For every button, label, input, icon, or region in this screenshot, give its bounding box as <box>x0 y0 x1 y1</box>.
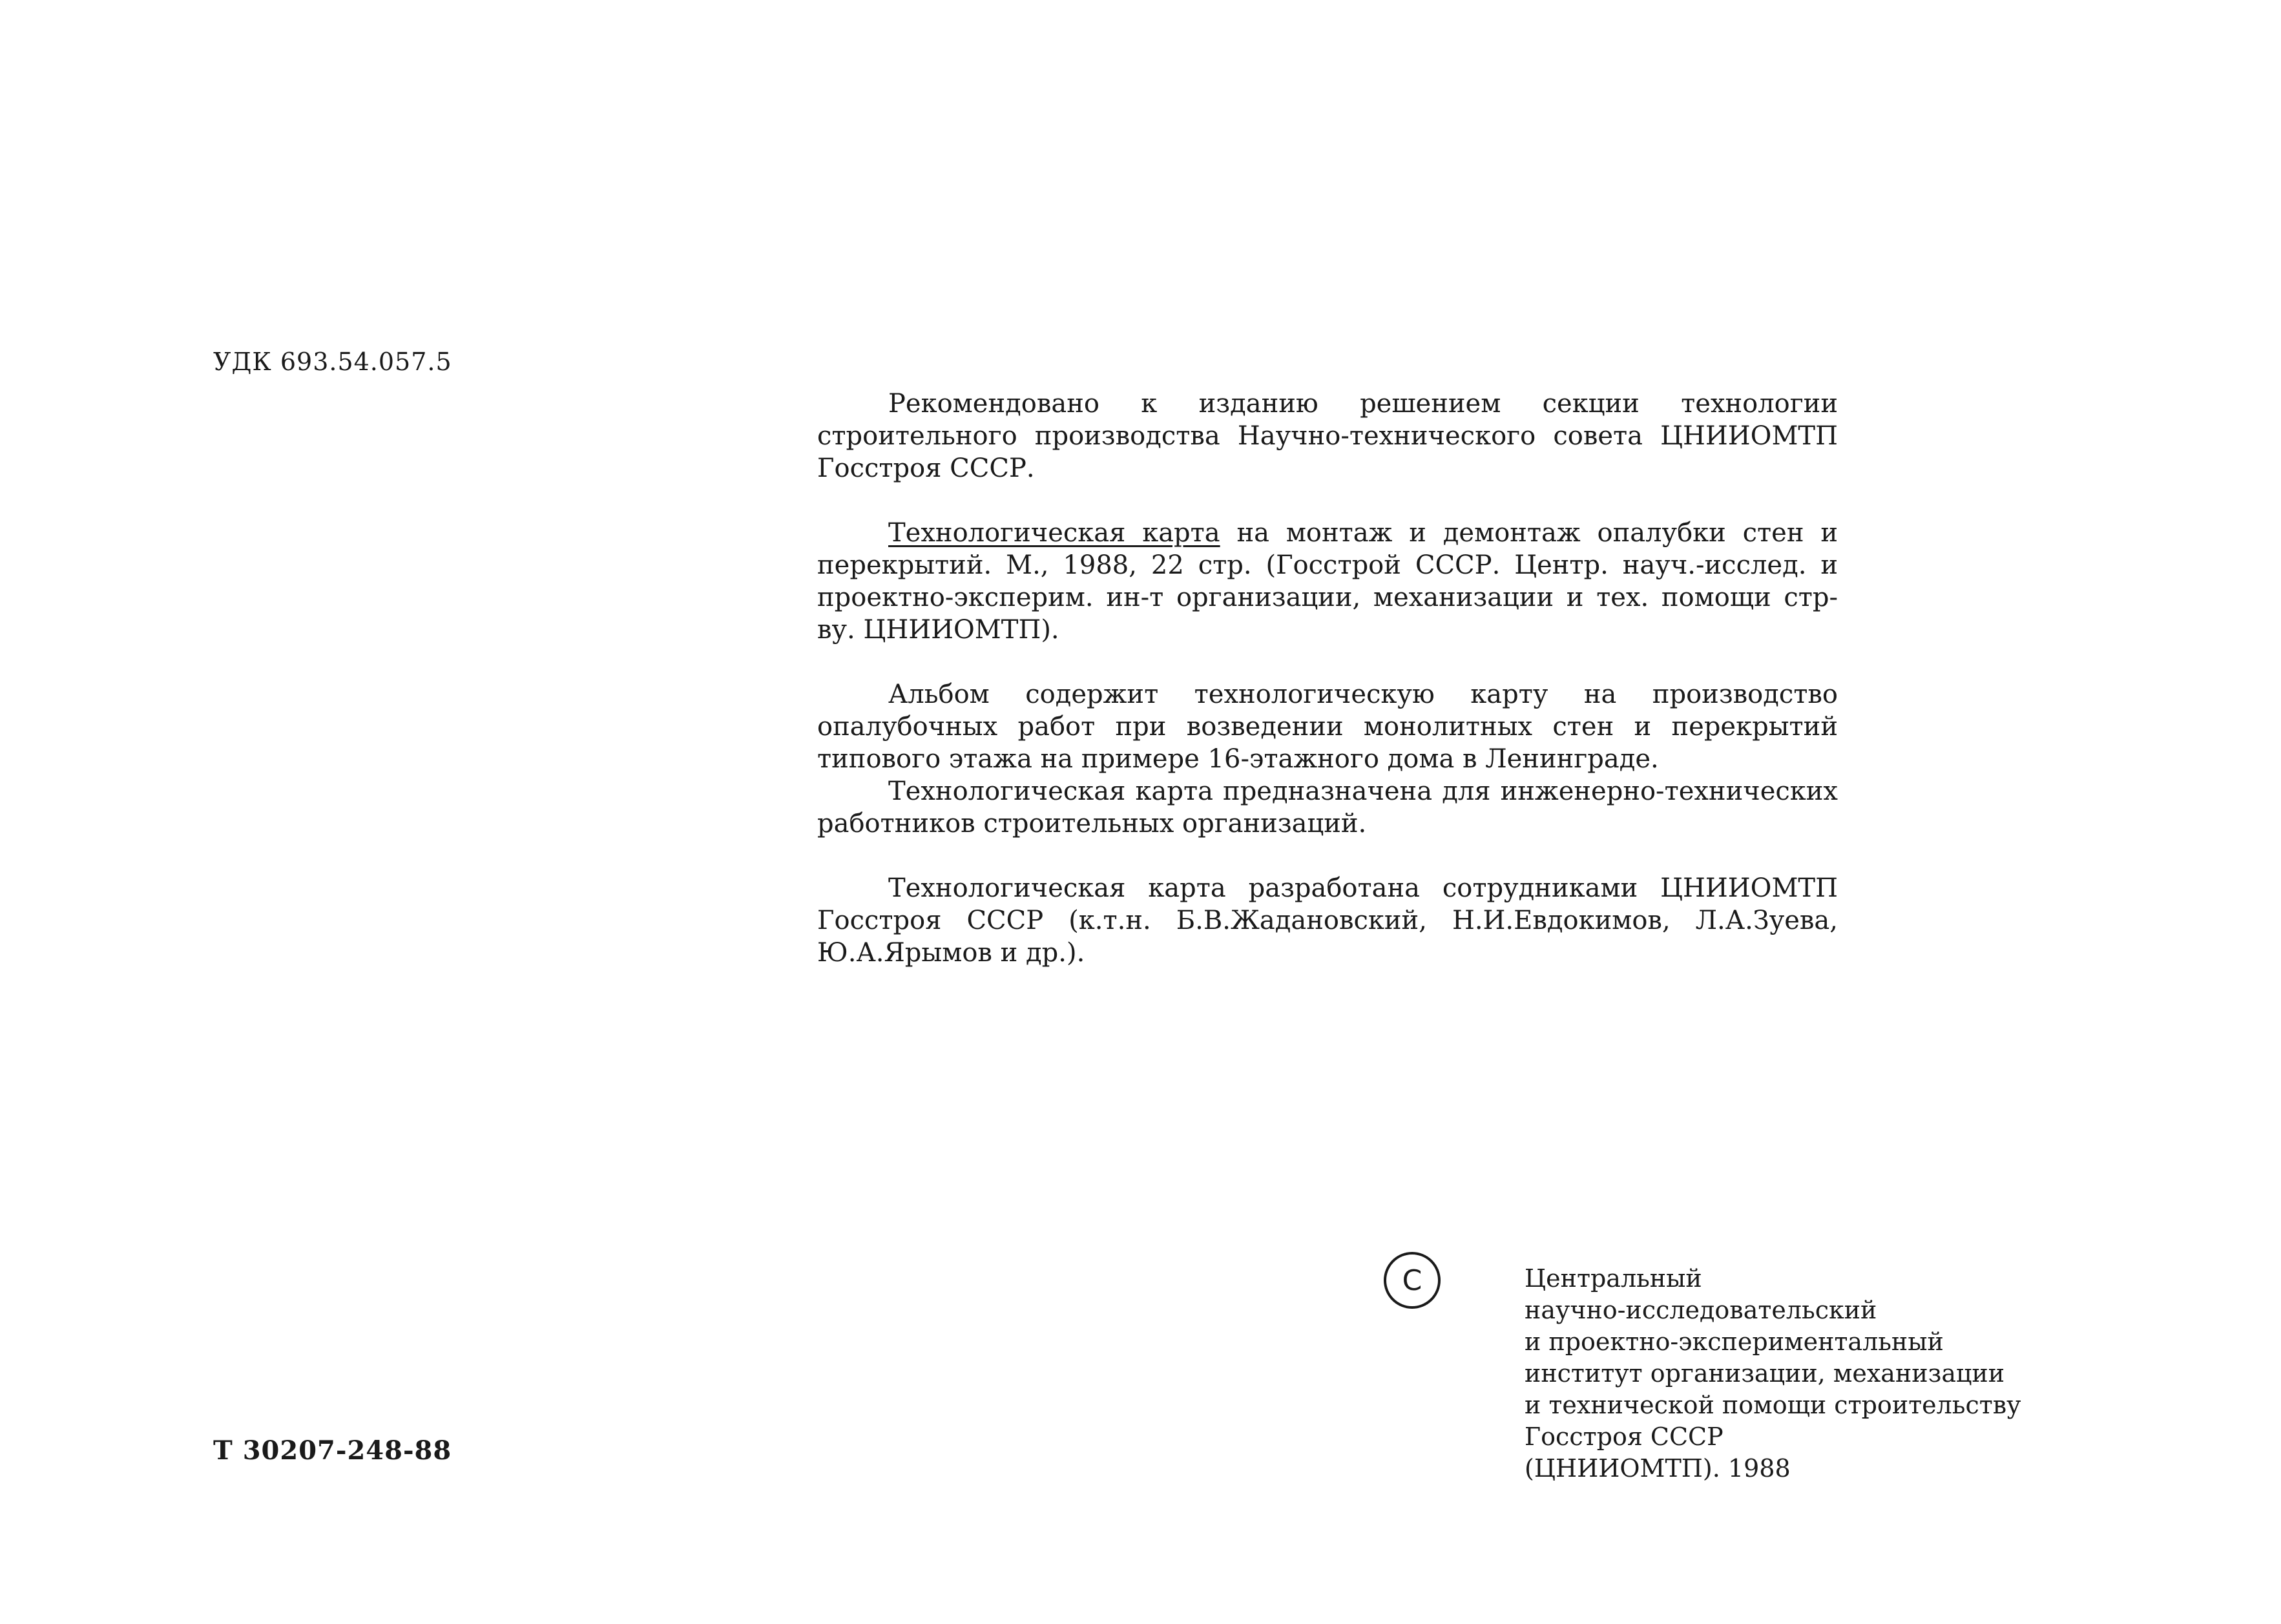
bibliography-details: на монтаж и демонтаж опалубки стен и перекрытий. М., 1988, 22 стр. (Госстрой СССР. Центр. науч.-исслед. и проектно-эксперим. ин-т организации, механизации и тех. помощи стр-ву. ЦНИИОМТП). <box>817 518 1838 645</box>
album-description-paragraph: Альбом содержит технологическую карту на производство опалубочных работ при возведении монолитных стен и перекрытий типового этажа на примере 16-этажного дома в Ленинграде. <box>817 680 1838 774</box>
publisher-line: Центральный <box>1525 1264 1702 1293</box>
copyright-icon <box>1384 1252 1441 1309</box>
recommendation-paragraph: Рекомендовано к изданию решением секции технологии строительного производства Научно-технического совета ЦНИИОМТП Госстроя СССР. <box>817 389 1838 483</box>
udk-code: УДК 693.54.057.5 <box>213 348 452 376</box>
publisher-line: и проектно-экспериментальный <box>1525 1327 1944 1356</box>
publication-code: Т 30207-248-88 <box>213 1435 452 1466</box>
purpose-paragraph: Технологическая карта предназначена для инженерно-технических работников строительных организаций. <box>817 776 1838 838</box>
publisher-line: и технической помощи строительству <box>1525 1391 2021 1419</box>
annotation-block <box>817 388 1838 969</box>
copyright-letter: С <box>1402 1264 1422 1297</box>
authors-paragraph: Технологическая карта разработана сотрудниками ЦНИИОМТП Госстроя СССР (к.т.н. Б.В.Жадановский, Н.И.Евдокимов, Л.А.Зуева, Ю.А.Ярымов и др.). <box>817 873 1838 968</box>
publisher-line: (ЦНИИОМТП). 1988 <box>1525 1454 1791 1483</box>
publisher-line: Госстроя СССР <box>1525 1422 1724 1451</box>
publisher-line: научно-исследовательский <box>1525 1296 1877 1324</box>
publisher-line: институт организации, механизации <box>1525 1359 2005 1388</box>
publisher-block <box>1525 1263 2021 1484</box>
bibliography-title: Технологическая карта <box>888 518 1220 548</box>
bibliography-paragraph <box>817 517 1838 646</box>
